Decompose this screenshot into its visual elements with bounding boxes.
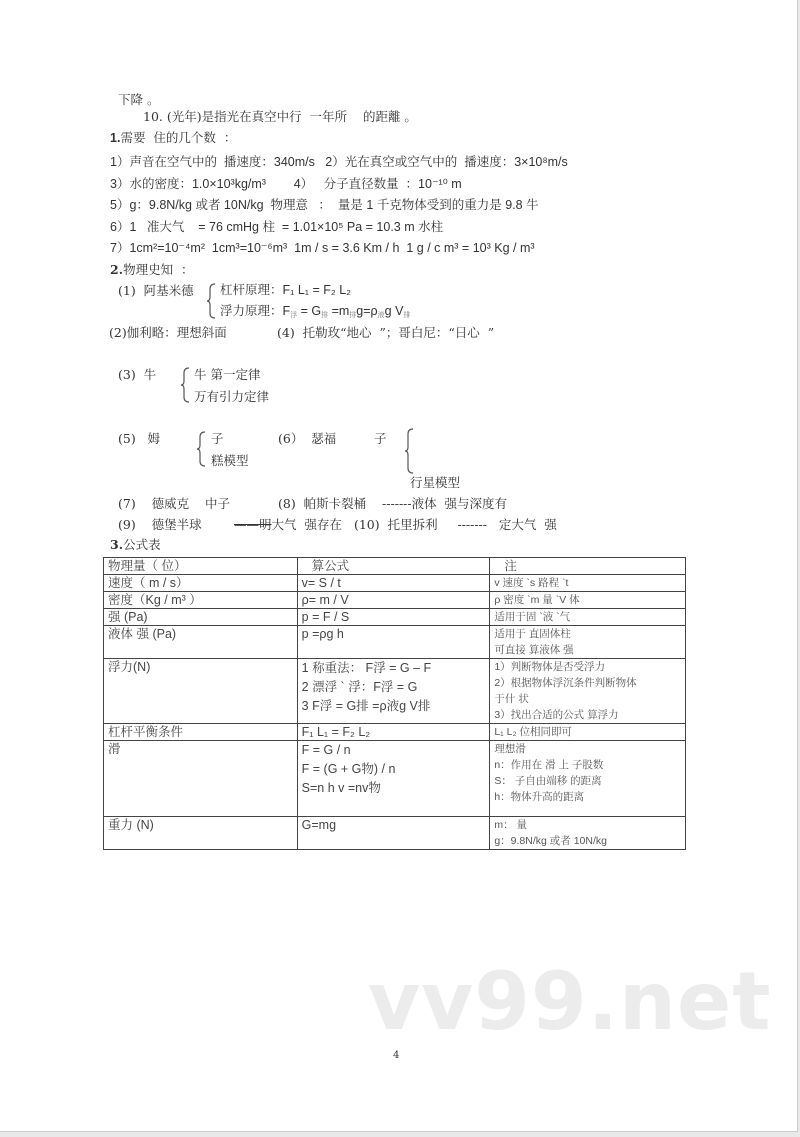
note-line: ρ 密度 `m 量 `V 体	[494, 594, 580, 606]
note-line: n：作用在 滑 上 子股数	[494, 759, 604, 771]
formula-line: G=mg	[301, 818, 337, 832]
section1-heading	[110, 130, 236, 146]
constant-item: 1）声音在空气中的 播速度：340m/s 2）光在真空或空气中的 播速度：3×10⁸m/s	[110, 155, 568, 169]
formula-cell	[297, 659, 490, 724]
ptolemy-copernicus: (4) 托勒玫“地心 ”；哥白尼：“日心 ”	[277, 325, 495, 340]
formula-line: F = G / n	[301, 743, 351, 757]
page-number: 4	[393, 1050, 400, 1061]
newton-gravitation: 万有引力定律	[194, 389, 270, 404]
formula-cell	[297, 575, 490, 592]
galileo-ptolemy-row	[109, 325, 494, 341]
note-line: 3）找出合适的公式 算浮力	[494, 709, 619, 721]
quantity-cell: 液体 强 (Pa)	[104, 626, 298, 659]
formula-cell	[297, 592, 490, 609]
formula-cell	[297, 817, 490, 850]
table-row	[104, 575, 686, 592]
constant-item: 7）1cm²=10⁻⁴m² 1cm³=10⁻⁶m³ 1m / s = 3.6 Km / h 1 g / c m³ = 10³ Kg / m³	[110, 241, 535, 255]
watermark: vv99.net	[368, 955, 772, 1048]
chadwick: (7) 德威克 中子	[118, 496, 230, 511]
section-number: 3.	[110, 537, 124, 552]
chadwick-pascal-row	[118, 496, 507, 512]
intro-light-year: 10. (光年)是指光在真空中行 一年所 的距離 。	[143, 109, 417, 124]
section-number: 2.	[110, 262, 124, 277]
buoyancy-principle	[220, 303, 410, 324]
note-line: 于什 状	[494, 693, 529, 705]
formula-line: 2 漂浮 ` 浮：F浮 = G	[301, 680, 418, 694]
constant-item: 3）水的密度：1.0×10³kg/m³ 4） 分子直径数量 ：10⁻¹⁰ m	[110, 177, 462, 191]
section3-heading	[110, 537, 161, 553]
quantity-cell: 速度（ m / s）	[104, 575, 298, 592]
subscript: 排	[349, 312, 357, 319]
note-line: 可直接 算液体 强	[494, 644, 574, 656]
quantity-cell: 滑	[104, 741, 298, 817]
quantity-cell: 强 (Pa)	[104, 609, 298, 626]
galileo: (2)伽利略：理想斜面	[109, 325, 227, 340]
note-line: v 速度 `s 路程 `t	[494, 577, 569, 589]
note-line: 1）判断物体是否受浮力	[494, 661, 606, 673]
notes-cell	[490, 592, 686, 609]
note-line: m： 量	[494, 819, 527, 831]
formula-table	[103, 557, 686, 850]
formula-line: S=n h v =nv物	[301, 781, 381, 795]
newton-first-law: 牛 第一定律	[194, 367, 261, 382]
note-line: S： 子自由端移 的距离	[494, 775, 602, 787]
rutherford-row	[278, 431, 387, 447]
formula-line: p = F / S	[301, 610, 350, 624]
newton-label: (3) 牛	[118, 367, 157, 382]
quantity-cell: 密度（Kg / m³ ）	[104, 592, 298, 609]
formula-cell	[297, 741, 490, 817]
notes-cell	[490, 724, 686, 741]
subscript: 排	[403, 312, 411, 319]
constant-item: 5）g：9.8N/kg 或者 10N/kg 物理意 ： 量是 1 千克物体受到的重力是 9.8 牛	[110, 198, 539, 212]
brace-icon	[180, 367, 190, 403]
formula-cell	[297, 724, 490, 741]
formula-cell	[297, 626, 490, 659]
table-row	[104, 724, 686, 741]
magdeburg-label: (9) 德堡半球	[118, 517, 202, 532]
notes-cell	[490, 817, 686, 850]
lever-principle: 杠杆原理：F₁ L₁ = F₂ L₂	[220, 283, 352, 297]
formula-line: 3 F浮 = G排 =ρ液g V排	[301, 699, 431, 713]
quantity-cell: 重力 (N)	[104, 817, 298, 850]
pascal: (8) 帕斯卡裂桶 -------液体 强与深度有	[278, 496, 508, 511]
table-row	[104, 592, 686, 609]
text: = G	[297, 304, 322, 318]
table-row	[104, 626, 686, 659]
section-title: 公式表	[123, 537, 161, 552]
table-row	[104, 659, 686, 724]
text: ——明	[234, 517, 272, 532]
formula-line: p =ρg h	[301, 627, 344, 641]
header-quantity: 物理量（ 位）	[104, 558, 298, 575]
formula-cell	[297, 609, 490, 626]
quantity-cell: 杠杆平衡条件	[104, 724, 298, 741]
subscript: 浮	[290, 312, 298, 319]
quantity-cell: 浮力(N)	[104, 659, 298, 724]
formula-line: 1 称重法： F浮 = G – F	[301, 661, 432, 675]
constant-item: 6）1 准大气 = 76 cmHg 柱 = 1.01×10⁵ Pa = 10.3 m 水柱	[110, 220, 444, 234]
notes-cell	[490, 575, 686, 592]
rutherford-a: 子	[374, 431, 387, 446]
brace-icon	[206, 283, 216, 319]
subscript: 液	[377, 312, 385, 319]
rutherford-model: 行星模型	[410, 475, 461, 490]
formula-line: ρ= m / V	[301, 593, 349, 607]
formula-line: F = (G + G物) / n	[301, 762, 396, 776]
brace-icon	[196, 431, 206, 467]
section-number: 1.	[110, 131, 121, 145]
thomson-model: 糕模型	[211, 453, 249, 468]
notes-cell	[490, 659, 686, 724]
text: 大气 强存在	[271, 517, 342, 532]
text: =m	[328, 304, 350, 318]
text: g V	[384, 304, 404, 318]
formula-line: v= S / t	[301, 576, 341, 590]
torricelli: (10) 托里拆利 ------- 定大气 强	[353, 517, 557, 532]
rutherford-label: (6） 瑟福	[278, 431, 337, 446]
section-title: 需要 住的几个数 ：	[120, 130, 237, 145]
header-formula: 算公式	[297, 558, 490, 575]
note-line: 理想滑	[494, 743, 526, 755]
archimedes-label: (1) 阿基米德	[118, 283, 194, 298]
thomson-a: 子	[211, 431, 224, 446]
note-line: 2）根据物体浮沉条件判断物体	[494, 677, 637, 689]
header-notes: 注	[490, 558, 686, 575]
text: g=ρ	[356, 304, 378, 318]
magdeburg-result	[234, 517, 342, 533]
table-row	[104, 741, 686, 817]
brace-icon	[404, 428, 414, 474]
notes-cell	[490, 626, 686, 659]
note-line: h：物体升高的距离	[494, 791, 585, 803]
note-line: g：9.8N/kg 或者 10N/kg	[494, 835, 607, 847]
section2-heading	[110, 262, 194, 278]
table-row	[104, 817, 686, 850]
thomson-label: (5) 姆	[118, 431, 161, 446]
notes-cell	[490, 741, 686, 817]
table-row	[104, 609, 686, 626]
section-title: 物理史知 ：	[123, 262, 194, 277]
subscript: 排	[321, 312, 329, 319]
formula-line: F₁ L₁ = F₂ L₂	[301, 725, 371, 739]
note-line: L₁ L₂ 位相同即可	[494, 726, 572, 738]
table-header-row	[104, 558, 686, 575]
notes-cell	[490, 609, 686, 626]
note-line: 适用于固 `液 `气	[494, 611, 571, 623]
note-line: 适用于 直固体柱	[494, 628, 571, 640]
intro-line: 下降 。	[118, 92, 160, 107]
text: 浮力原理：F	[220, 304, 291, 318]
magdeburg-torricelli-row	[118, 517, 557, 533]
